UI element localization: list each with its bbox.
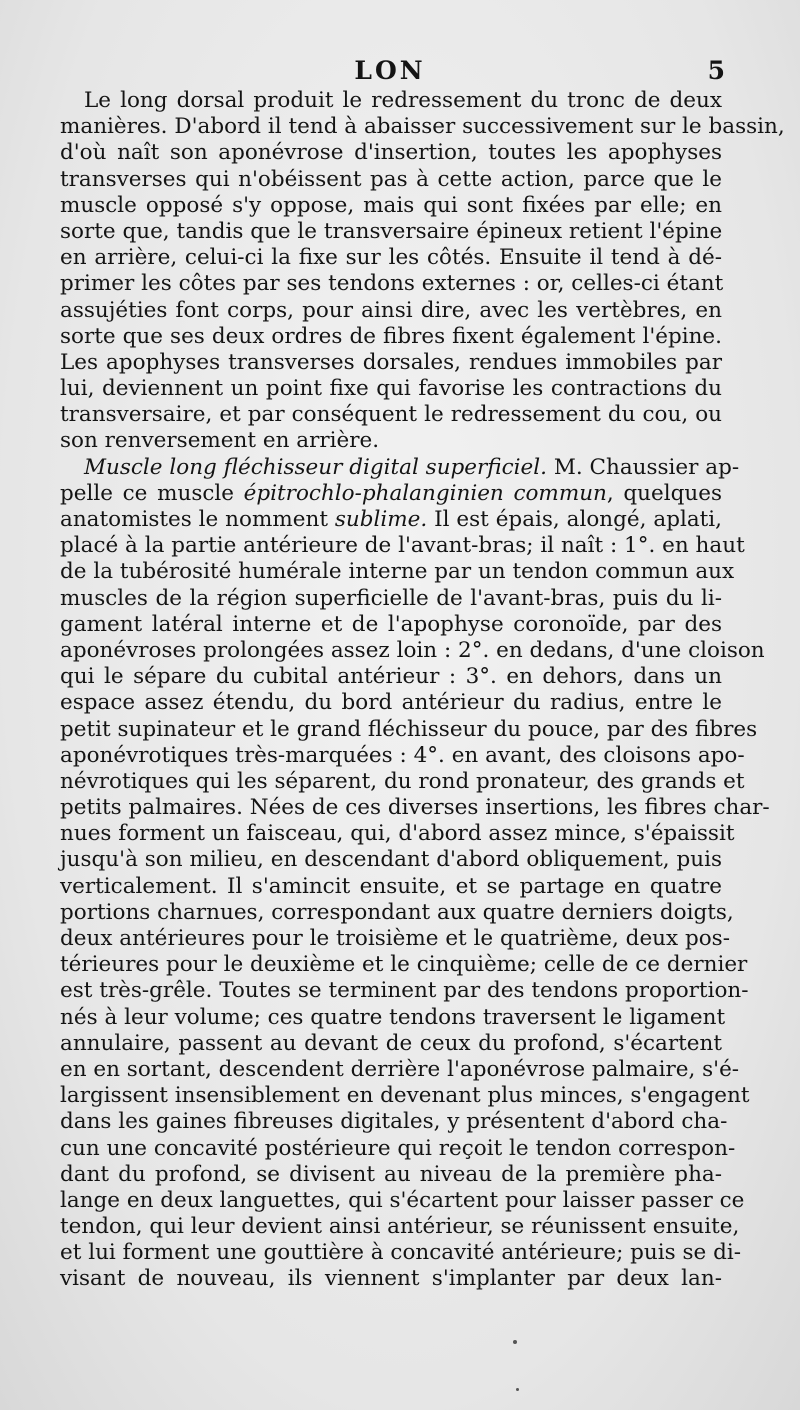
paragraph-long-dorsal	[60, 88, 785, 455]
ink-speck	[516, 1388, 519, 1391]
paragraph-line: cun une concavité postérieure qui reçoit le tendon correspon-	[60, 1135, 736, 1161]
paragraph-line: lange en deux languettes, qui s'écartent pour laisser passer ce	[60, 1187, 745, 1213]
paragraph-line: son renversement en arrière.	[60, 428, 380, 454]
paragraph-line: névrotiques qui les séparent, du rond pronateur, des grands et	[60, 768, 745, 794]
italic-term: sublime.	[334, 507, 428, 532]
paragraph-line: aponévrotiques très-marquées : 4°. en avant, des cloisons apo-	[60, 742, 745, 768]
paragraph-line: en arrière, celui-ci la fixe sur les côtés. Ensuite il tend à dé-	[60, 245, 722, 271]
paragraph-line: nés à leur volume; ces quatre tendons traversent le ligament	[60, 1004, 726, 1030]
paragraph-line: sorte que, tandis que le transversaire épineux retient l'épine	[60, 218, 723, 244]
paragraph-line: manières. D'abord il tend à abaisser successivement sur le bassin,	[60, 114, 785, 140]
paragraph-line: deux antérieures pour le troisième et le quatrième, deux pos-	[60, 926, 730, 951]
paragraph-line: Le long dorsal produit le redressement du tronc de deux	[84, 88, 722, 113]
paragraph-line: muscle opposé s'y oppose, mais qui sont fixées par elle; en	[60, 192, 722, 218]
text-fragment: M. Chaussier ap-	[547, 454, 740, 480]
body-text	[60, 88, 785, 1293]
paragraph-line: transversaire, et par conséquent le redressement du cou, ou	[60, 402, 722, 428]
paragraph-line: lui, deviennent un point fixe qui favorise les contractions du	[60, 376, 722, 402]
paragraph-line	[60, 454, 740, 481]
page-header	[55, 52, 725, 92]
italic-term: épitrochlo-phalanginien commun	[243, 480, 607, 506]
paragraph-line: jusqu'à son milieu, en descendant d'abord obliquement, puis	[60, 847, 722, 873]
paragraph-line: visant de nouveau, ils viennent s'implanter par deux lan-	[60, 1266, 722, 1292]
paragraph-line	[60, 507, 722, 533]
paragraph-line: gament latéral interne et de l'apophyse coronoïde, par des	[60, 611, 722, 637]
paragraph-line: verticalement. Il s'amincit ensuite, et se partage en quatre	[60, 873, 722, 899]
text-fragment: pelle ce muscle	[60, 480, 244, 506]
paragraph-line: transverses qui n'obéissent pas à cette action, parce que le	[60, 166, 722, 192]
paragraph-line: en en sortant, descendent derrière l'aponévrose palmaire, s'é-	[60, 1056, 740, 1082]
paragraph-line: placé à la partie antérieure de l'avant-bras; il naît : 1°. en haut	[60, 533, 745, 559]
paragraph-line: sorte que ses deux ordres de fibres fixent également l'épine.	[60, 323, 722, 349]
running-head: LON	[354, 56, 426, 85]
paragraph-line: est très-grêle. Toutes se terminent par des tendons proportion-	[60, 978, 749, 1004]
paragraph-line: térieures pour le deuxième et le cinquième; celle de ce dernier	[60, 952, 748, 978]
paragraph-line: primer les côtes par ses tendons externes : or, celles-ci étant	[60, 271, 724, 297]
paragraph-line: espace assez étendu, du bord antérieur du radius, entre le	[60, 690, 722, 716]
muscle-heading: Muscle long fléchisseur digital superficiel.	[84, 454, 547, 480]
paragraph-line: d'où naît son aponévrose d'insertion, toutes les apophyses	[60, 140, 722, 166]
paragraph-lines	[60, 533, 770, 1292]
paragraph-line: nues forment un faisceau, qui, d'abord assez mince, s'épaissit	[60, 821, 735, 847]
paragraph-line: assujéties font corps, pour ainsi dire, avec les vertèbres, en	[60, 297, 722, 323]
ink-speck	[513, 1340, 517, 1344]
paragraph-flechisseur	[60, 454, 770, 1293]
paragraph-line: Les apophyses transverses dorsales, rendues immobiles par	[60, 349, 722, 375]
text-fragment: , quelques	[606, 480, 722, 506]
paragraph-line: portions charnues, correspondant aux quatre derniers doigts,	[60, 899, 734, 925]
paragraph-line: largissent insensiblement en devenant plus minces, s'engagent	[60, 1083, 750, 1109]
paragraph-line: petit supinateur et le grand fléchisseur du pouce, par des fibres	[60, 716, 758, 742]
text-fragment: anatomistes le nomment	[60, 507, 335, 532]
paragraph-line: muscles de la région superficielle de l'avant-bras, puis du li-	[60, 585, 722, 611]
paragraph-line: de la tubérosité humérale interne par un tendon commun aux	[60, 559, 735, 585]
paragraph-line: dans les gaines fibreuses digitales, y présentent d'abord cha-	[60, 1109, 728, 1135]
paragraph-line	[60, 481, 722, 507]
page-number: 5	[707, 56, 725, 85]
paragraph-line: annulaire, passent au devant de ceux du profond, s'écartent	[60, 1030, 722, 1056]
paragraph-line: dant du profond, se divisent au niveau de la première pha-	[60, 1161, 722, 1187]
paragraph-line: petits palmaires. Nées de ces diverses insertions, les fibres char-	[60, 795, 770, 821]
text-fragment: Il est épais, alongé, aplati,	[427, 507, 723, 532]
paragraph-line: aponévroses prolongées assez loin : 2°. en dedans, d'une cloison	[60, 637, 765, 663]
paragraph-line: et lui forment une gouttière à concavité antérieure; puis se di-	[60, 1240, 742, 1266]
paragraph-line: qui le sépare du cubital antérieur : 3°. en dehors, dans un	[60, 664, 722, 690]
paragraph-line: tendon, qui leur devient ainsi antérieur, se réunissent ensuite,	[60, 1214, 740, 1240]
